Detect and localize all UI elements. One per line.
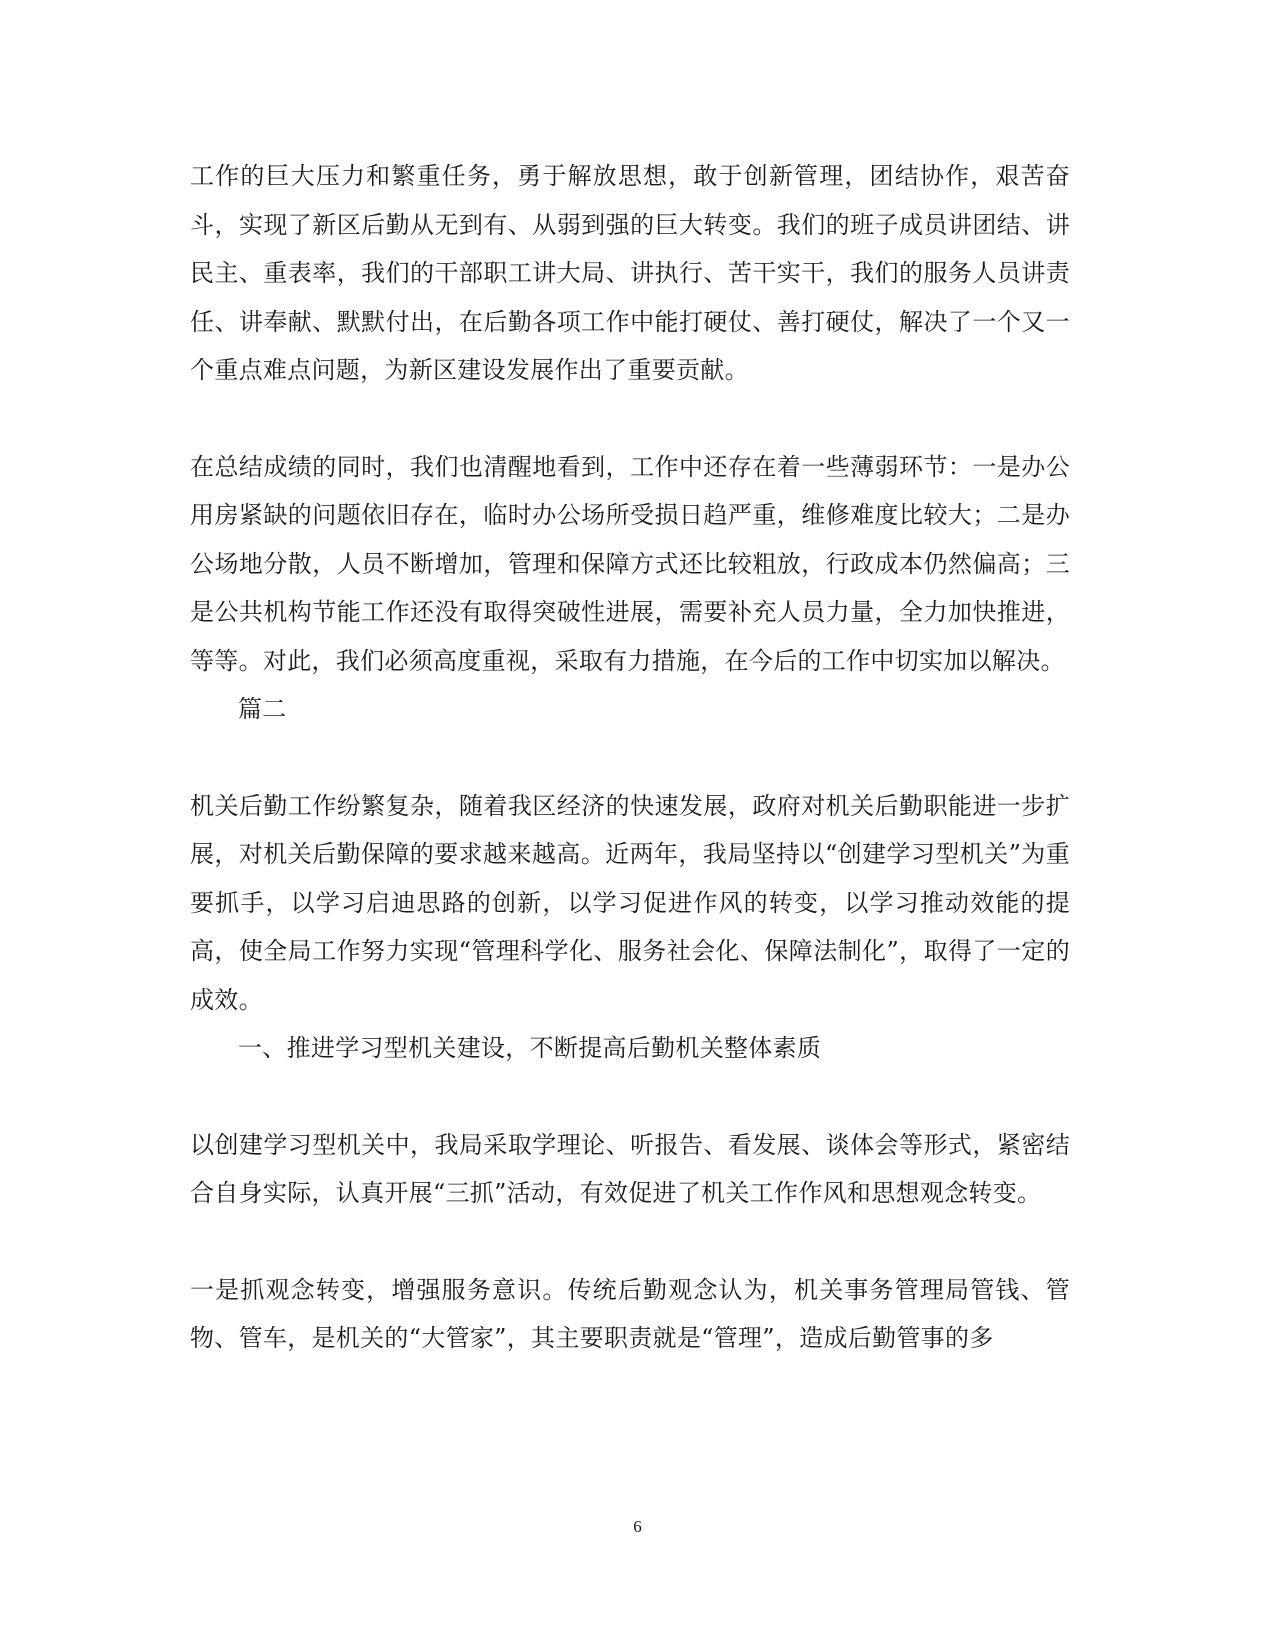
paragraph-achievements: 工作的巨大压力和繁重任务，勇于解放思想，敢于创新管理，团结协作，艰苦奋斗，实现了新区后勤从无到有、从弱到强的巨大转变。我们的班子成员讲团结、讲民主、重表率，我们的干部职工讲大局、讲执行、苦干实干，我们的服务人员讲责任、讲奉献、默默付出，在后勤各项工作中能打硬仗、善打硬仗，解决了一个又一个重点难点问题，为新区建设发展作出了重要贡献。 bbox=[190, 162, 1070, 384]
section-heading-part-two: 篇二 bbox=[238, 695, 287, 723]
paragraph-introduction: 机关后勤工作纷繁复杂，随着我区经济的快速发展，政府对机关后勤职能进一步扩展，对机关后勤保障的要求越来越高。近两年，我局坚持以“创建学习型机关”为重要抓手，以学习启迪思路的创新，以学习促进作风的转变，以学习推动效能的提高，使全局工作努力实现“管理科学化、服务社会化、保障法制化”，取得了一定的成效。 bbox=[190, 791, 1070, 1014]
paragraph-weaknesses: 在总结成绩的同时，我们也清醒地看到，工作中还存在着一些薄弱环节：一是办公用房紧缺的问题依旧存在，临时办公场所受损日趋严重，维修难度比较大；二是办公场地分散，人员不断增加，管理和保障方式还比较粗放，行政成本仍然偏高；三是公共机构节能工作还没有取得突破性进展，需要补充人员力量，全力加快推进，等等。对此，我们必须高度重视，采取有力措施，在今后的工作中切实加以解决。 bbox=[190, 452, 1070, 675]
page-body bbox=[190, 152, 1070, 1363]
paragraph-concept-change: 一是抓观念转变，增强服务意识。传统后勤观念认为，机关事务管理局管钱、管物、管车，是机关的“大管家”，其主要职责就是“管理”，造成后勤管事的多 bbox=[190, 1275, 1070, 1352]
page-number: 6 bbox=[633, 1517, 642, 1536]
paragraph-three-grasps: 以创建学习型机关中，我局采取学理论、听报告、看发展、谈体会等形式，紧密结合自身实际，认真开展“三抓”活动，有效促进了机关工作作风和思想观念转变。 bbox=[190, 1130, 1070, 1207]
section-heading-learning-organization: 一、推进学习型机关建设，不断提高后勤机关整体素质 bbox=[238, 1034, 822, 1062]
